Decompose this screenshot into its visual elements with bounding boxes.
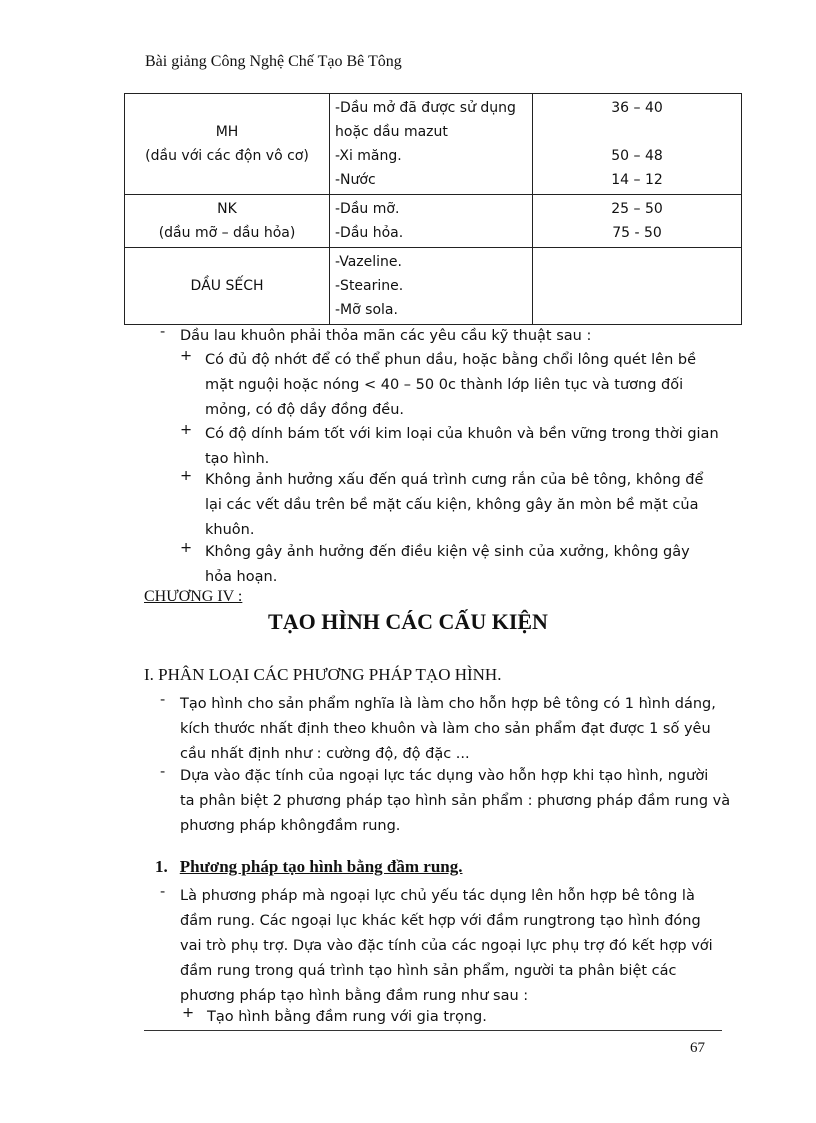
component-value: 36 – 40	[611, 100, 663, 116]
subsection-bullet: Là phương pháp mà ngoại lực chủ yếu tác dụng lên hỗn hợp bê tông là đầm rung. Các ngoại lục khác kết hợp với đầm rungtrong tạo hình đóng vai trò phụ trợ. Dựa vào đặc tính của các ngoại lực phụ trợ đó kết hợp với đầm rung trong quá trình tạo hình sản phẩm, người ta phân biệt các phương pháp tạo hình bằng đầm rung như sau :	[180, 888, 713, 1004]
table-cell-name	[125, 195, 330, 248]
component-value: 14 – 12	[611, 172, 663, 188]
requirement-item: Không ảnh hưởng xấu đến quá trình cưng rắn của bê tông, không để lại các vết dầu trên bề mặt cấu kiện, không gây ăn mòn bề mặt của khuôn.	[205, 472, 704, 538]
requirement-item: Không gây ảnh hưởng đến điều kiện vệ sinh của xưởng, không gây hỏa hoạn.	[205, 544, 690, 585]
plus-marker: +	[180, 422, 193, 438]
footer-divider	[144, 1030, 722, 1031]
component-item: -Dầu mỡ.	[335, 201, 400, 217]
table-row	[125, 94, 742, 195]
component-item: -Nước	[335, 172, 376, 188]
requirement-item: Có độ dính bám tốt với kim loại của khuôn và bền vững trong thời gian tạo hình.	[205, 426, 719, 467]
dash-marker: -	[160, 324, 166, 340]
plus-marker: +	[180, 540, 193, 556]
page-number: 67	[690, 1040, 705, 1056]
requirement-item: Có đủ độ nhớt để có thể phun dầu, hoặc bằng chổi lông quét lên bề mặt nguội hoặc nóng < 40 – 50 0c thành lớp liên tục và tương đối mỏng, có độ dầy đồng đều.	[205, 352, 696, 418]
oil-type-name: MH	[215, 124, 239, 140]
subsection-number: 1.	[155, 857, 168, 876]
table-cell-items	[330, 195, 533, 248]
component-item: -Dầu mở đã được sử dụng	[335, 100, 516, 116]
subsection-heading	[155, 857, 463, 877]
component-value: 75 - 50	[612, 225, 662, 241]
dash-marker: -	[160, 692, 166, 708]
table-cell-items	[330, 248, 533, 325]
plus-marker: +	[180, 468, 193, 484]
section-bullet: Tạo hình cho sản phẩm nghĩa là làm cho hỗn hợp bê tông có 1 hình dáng, kích thước nhất định theo khuôn và làm cho sản phẩm đạt được 1 số yêu cầu nhất định như : cường độ, độ đặc ...	[180, 696, 716, 762]
section-bullet: Dựa vào đặc tính của ngoại lực tác dụng vào hỗn hợp khi tạo hình, người ta phân biệt 2 phương pháp tạo hình sản phẩm : phương pháp đầm rung và phương pháp khôngđầm rung.	[180, 768, 731, 834]
dash-marker: -	[160, 764, 166, 780]
section-heading: I. PHÂN LOẠI CÁC PHƯƠNG PHÁP TẠO HÌNH.	[144, 665, 502, 684]
dash-marker: -	[160, 884, 166, 900]
page-header: Bài giảng Công Nghệ Chế Tạo Bê Tông	[145, 53, 402, 70]
oil-type-name: DẦU SẾCH	[190, 278, 264, 294]
chapter-label: CHƯƠNG IV :	[144, 588, 243, 605]
table-cell-name	[125, 94, 330, 195]
component-item: -Mỡ sola.	[335, 302, 398, 318]
table-cell-values	[533, 195, 742, 248]
plus-marker: +	[182, 1005, 195, 1021]
subsection-title: Phương pháp tạo hình bằng đầm rung.	[179, 857, 463, 876]
chapter-title: TẠO HÌNH CÁC CẤU KIỆN	[268, 609, 548, 634]
component-item: -Xi măng.	[335, 148, 402, 164]
table-cell-values	[533, 248, 742, 325]
component-item: hoặc dầu mazut	[335, 124, 448, 140]
oil-type-desc: (dầu mỡ – dầu hỏa)	[158, 225, 296, 241]
component-item: -Stearine.	[335, 278, 404, 294]
component-value: 25 – 50	[611, 201, 663, 217]
component-value	[537, 120, 737, 144]
component-item: -Vazeline.	[335, 254, 402, 270]
oil-type-desc: (dầu với các độn vô cơ)	[145, 148, 309, 164]
table-cell-items	[330, 94, 533, 195]
table-row	[125, 195, 742, 248]
table-row	[125, 248, 742, 325]
subsection-sub-item: Tạo hình bằng đầm rung với gia trọng.	[207, 1009, 487, 1025]
oil-table	[124, 93, 742, 325]
plus-marker: +	[180, 348, 193, 364]
requirements-lead: Dầu lau khuôn phải thỏa mãn các yêu cầu kỹ thuật sau :	[180, 328, 592, 344]
table-cell-name	[125, 248, 330, 325]
component-item: -Dầu hỏa.	[335, 225, 404, 241]
component-value: 50 – 48	[611, 148, 663, 164]
oil-type-name: NK	[217, 201, 237, 217]
table-cell-values	[533, 94, 742, 195]
